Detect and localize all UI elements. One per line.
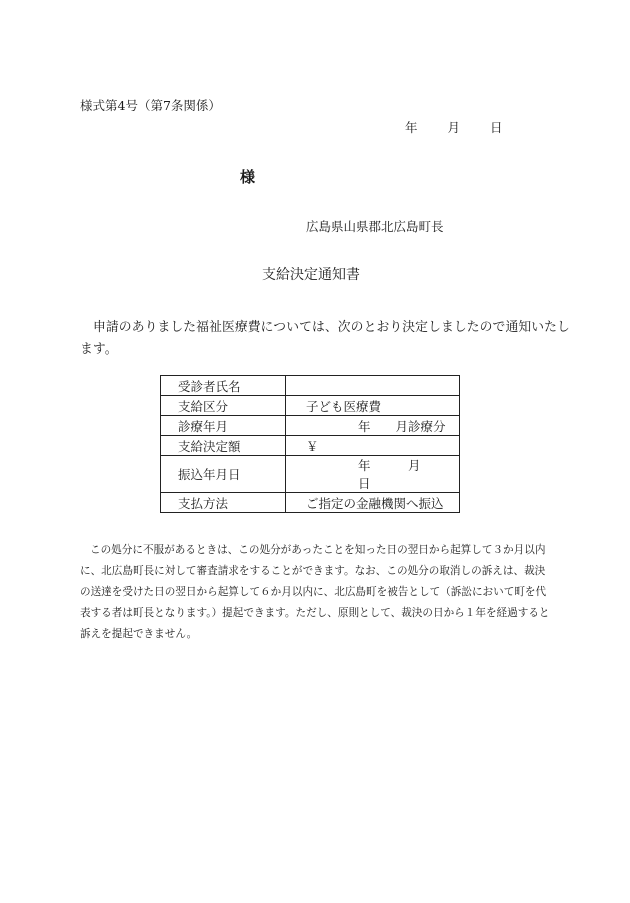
form-number: 様式第4号（第7条関係）	[80, 98, 221, 113]
appeal-notice: この処分に不服があるときは、この処分があったことを知った日の翌日から起算して３か月以内に、北広島町長に対して審査請求をすることができます。なお、この処分の取消しの訴えは、裁決の送達を受けた日の翌日から起算して６か月以内に、北広島町を被告として（訴訟において町を代表する者は町長となります。）提起できます。ただし、原則として、裁決の日から１年を経過すると訴えを提起できません。	[80, 544, 550, 640]
document-title: 支給決定通知書	[262, 267, 360, 283]
transfer-date-value: 年 月 日	[358, 458, 459, 491]
benefit-category-value: 子ども医療費	[286, 396, 460, 416]
payment-method-value: ご指定の金融機関へ振込	[286, 493, 460, 513]
date-year-label: 年	[405, 120, 418, 135]
treatment-month-value: 年 月診療分	[358, 418, 446, 434]
decided-amount-value: ￥	[286, 436, 460, 456]
decision-table	[160, 375, 460, 513]
patient-name-value	[286, 376, 460, 396]
table-row	[161, 376, 460, 396]
date-month-label: 月	[447, 120, 461, 135]
row-label: 支払方法	[161, 493, 286, 513]
row-label: 振込年月日	[161, 456, 286, 493]
recipient-honorific: 様	[240, 168, 256, 186]
issue-date	[405, 118, 503, 136]
row-label: 受診者氏名	[161, 376, 286, 396]
table-row	[161, 396, 460, 416]
table-row	[161, 436, 460, 456]
table-row	[161, 416, 460, 436]
row-label: 支給区分	[161, 396, 286, 416]
table-row	[161, 493, 460, 513]
row-label: 診療年月	[161, 416, 286, 436]
row-label: 支給決定額	[161, 436, 286, 456]
intro-paragraph: 申請のありました福祉医療費については、次のとおり決定しましたので通知いたします。	[80, 320, 570, 357]
issuer-name: 広島県山県郡北広島町長	[306, 219, 444, 234]
date-day-label: 日	[490, 120, 503, 135]
table-row	[161, 456, 460, 493]
